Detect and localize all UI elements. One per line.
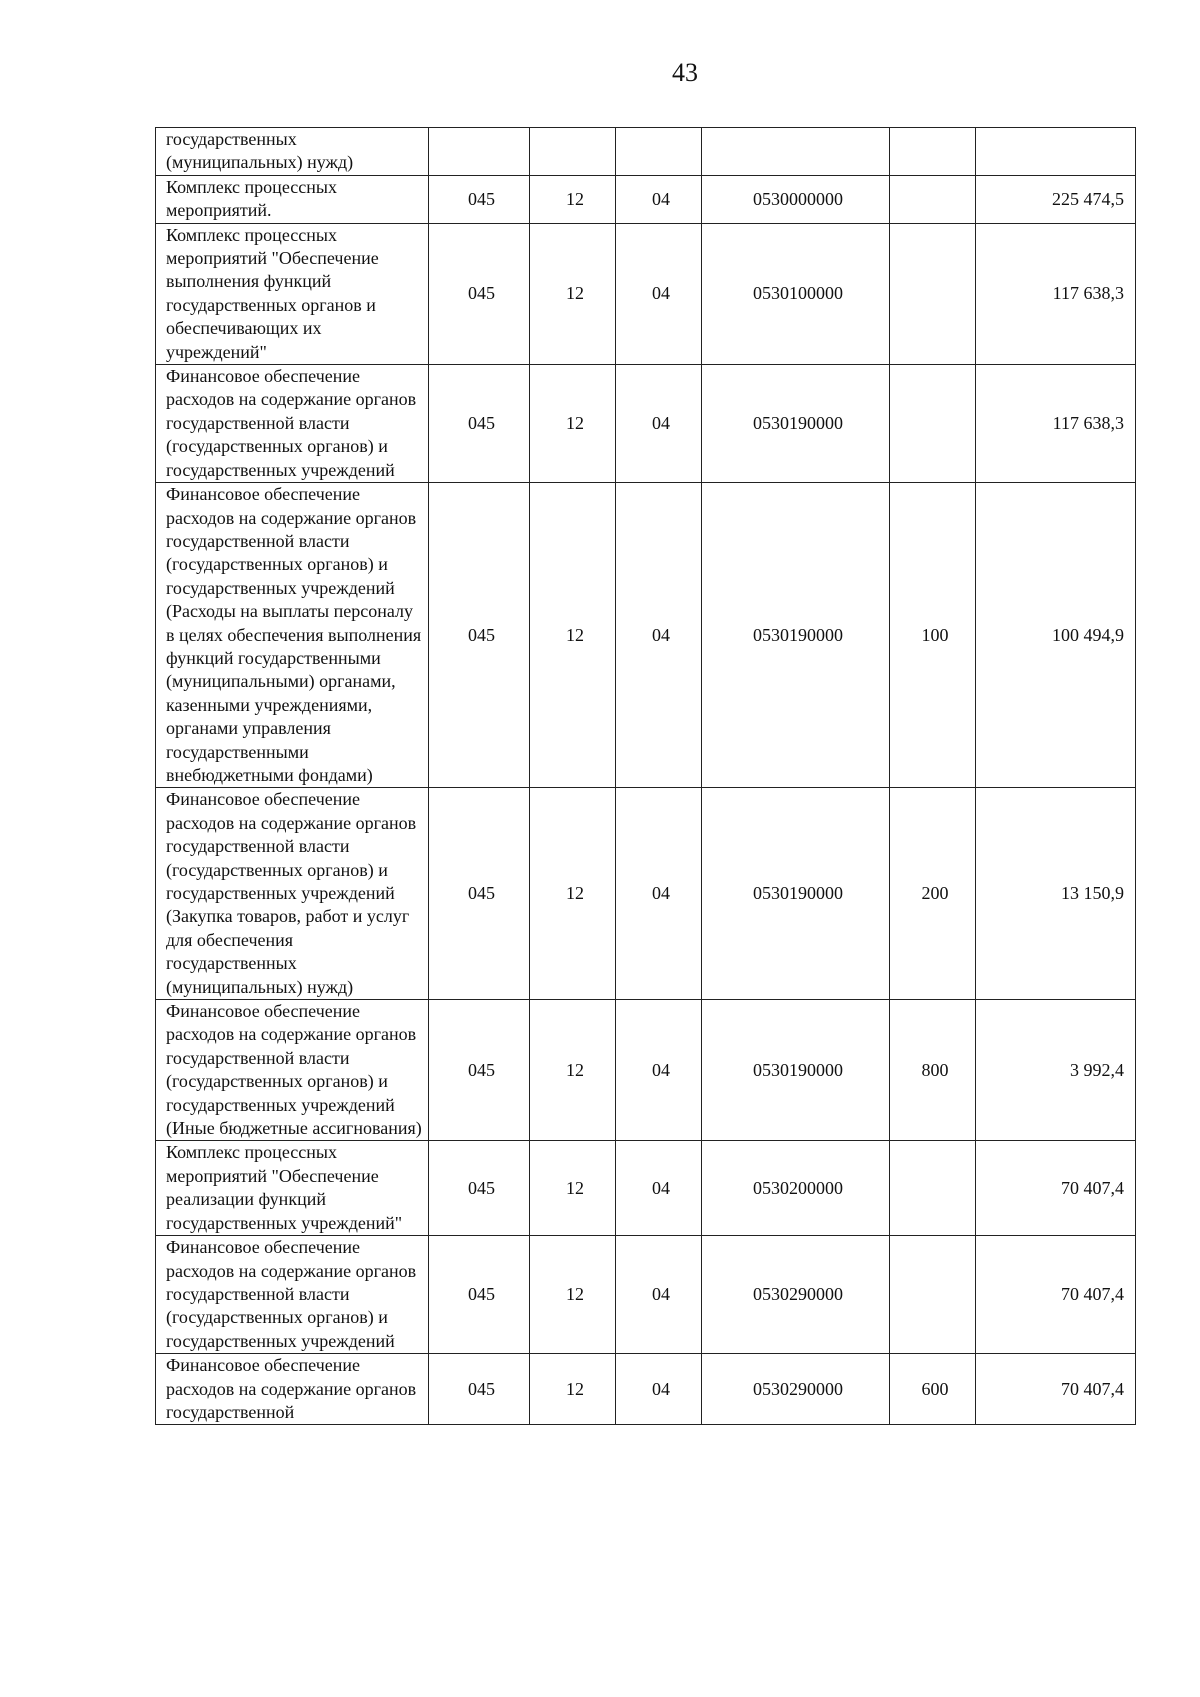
table-row <box>156 1354 1136 1425</box>
section-code: 12 <box>530 1000 616 1141</box>
grbs-code: 045 <box>429 788 530 1000</box>
amount: 117 638,3 <box>976 365 1136 483</box>
section-code: 12 <box>530 175 616 223</box>
expense-type-code <box>890 128 976 176</box>
row-name: Финансовое обеспечение расходов на содержание органов государственной <box>156 1354 429 1425</box>
budget-table <box>155 127 1136 1425</box>
target-article-code: 0530190000 <box>702 365 890 483</box>
row-name: Финансовое обеспечение расходов на содержание органов государственной власти (государственных органов) и государственных учреждений (Расходы на выплаты персоналу в целях обеспечения выполнения функций государственными (муниципальными) органами, казенными учреждениями, органами управления государственными внебюджетными фондами) <box>156 483 429 788</box>
subsection-code: 04 <box>616 1354 702 1425</box>
table-row <box>156 483 1136 788</box>
subsection-code: 04 <box>616 1141 702 1236</box>
grbs-code: 045 <box>429 223 530 364</box>
amount: 225 474,5 <box>976 175 1136 223</box>
expense-type-code <box>890 175 976 223</box>
grbs-code: 045 <box>429 1000 530 1141</box>
target-article-code: 0530190000 <box>702 1000 890 1141</box>
expense-type-code <box>890 1141 976 1236</box>
section-code: 12 <box>530 1354 616 1425</box>
subsection-code: 04 <box>616 1000 702 1141</box>
amount: 117 638,3 <box>976 223 1136 364</box>
section-code <box>530 128 616 176</box>
grbs-code: 045 <box>429 1141 530 1236</box>
subsection-code <box>616 128 702 176</box>
amount: 3 992,4 <box>976 1000 1136 1141</box>
subsection-code: 04 <box>616 365 702 483</box>
section-code: 12 <box>530 1141 616 1236</box>
grbs-code <box>429 128 530 176</box>
expense-type-code: 800 <box>890 1000 976 1141</box>
row-name: Финансовое обеспечение расходов на содержание органов государственной власти (государственных органов) и государственных учреждений (Закупка товаров, работ и услуг для обеспечения государственных (муниципальных) нужд) <box>156 788 429 1000</box>
row-name: государственных (муниципальных) нужд) <box>156 128 429 176</box>
section-code: 12 <box>530 1236 616 1354</box>
target-article-code <box>702 128 890 176</box>
amount: 70 407,4 <box>976 1236 1136 1354</box>
table-row <box>156 223 1136 364</box>
grbs-code: 045 <box>429 1354 530 1425</box>
expense-type-code <box>890 1236 976 1354</box>
row-name: Комплекс процессных мероприятий "Обеспечение реализации функций государственных учреждений" <box>156 1141 429 1236</box>
table-row <box>156 365 1136 483</box>
target-article-code: 0530000000 <box>702 175 890 223</box>
target-article-code: 0530190000 <box>702 483 890 788</box>
target-article-code: 0530100000 <box>702 223 890 364</box>
table-row <box>156 1236 1136 1354</box>
table-row <box>156 1141 1136 1236</box>
expense-type-code: 100 <box>890 483 976 788</box>
subsection-code: 04 <box>616 1236 702 1354</box>
row-name: Финансовое обеспечение расходов на содержание органов государственной власти (государственных органов) и государственных учреждений <box>156 365 429 483</box>
section-code: 12 <box>530 788 616 1000</box>
table-row <box>156 788 1136 1000</box>
table-row <box>156 128 1136 176</box>
table-row <box>156 1000 1136 1141</box>
target-article-code: 0530290000 <box>702 1236 890 1354</box>
target-article-code: 0530290000 <box>702 1354 890 1425</box>
amount: 13 150,9 <box>976 788 1136 1000</box>
section-code: 12 <box>530 223 616 364</box>
target-article-code: 0530190000 <box>702 788 890 1000</box>
table-row <box>156 175 1136 223</box>
row-name: Финансовое обеспечение расходов на содержание органов государственной власти (государственных органов) и государственных учреждений <box>156 1236 429 1354</box>
row-name: Финансовое обеспечение расходов на содержание органов государственной власти (государственных органов) и государственных учреждений (Иные бюджетные ассигнования) <box>156 1000 429 1141</box>
amount: 70 407,4 <box>976 1141 1136 1236</box>
amount <box>976 128 1136 176</box>
amount: 100 494,9 <box>976 483 1136 788</box>
amount: 70 407,4 <box>976 1354 1136 1425</box>
page-number: 43 <box>672 58 698 87</box>
subsection-code: 04 <box>616 175 702 223</box>
expense-type-code <box>890 365 976 483</box>
grbs-code: 045 <box>429 175 530 223</box>
grbs-code: 045 <box>429 483 530 788</box>
subsection-code: 04 <box>616 223 702 364</box>
expense-type-code: 600 <box>890 1354 976 1425</box>
section-code: 12 <box>530 365 616 483</box>
subsection-code: 04 <box>616 788 702 1000</box>
grbs-code: 045 <box>429 1236 530 1354</box>
grbs-code: 045 <box>429 365 530 483</box>
row-name: Комплекс процессных мероприятий "Обеспечение выполнения функций государственных органов и обеспечивающих их учреждений" <box>156 223 429 364</box>
expense-type-code: 200 <box>890 788 976 1000</box>
subsection-code: 04 <box>616 483 702 788</box>
row-name: Комплекс процессных мероприятий. <box>156 175 429 223</box>
expense-type-code <box>890 223 976 364</box>
target-article-code: 0530200000 <box>702 1141 890 1236</box>
section-code: 12 <box>530 483 616 788</box>
